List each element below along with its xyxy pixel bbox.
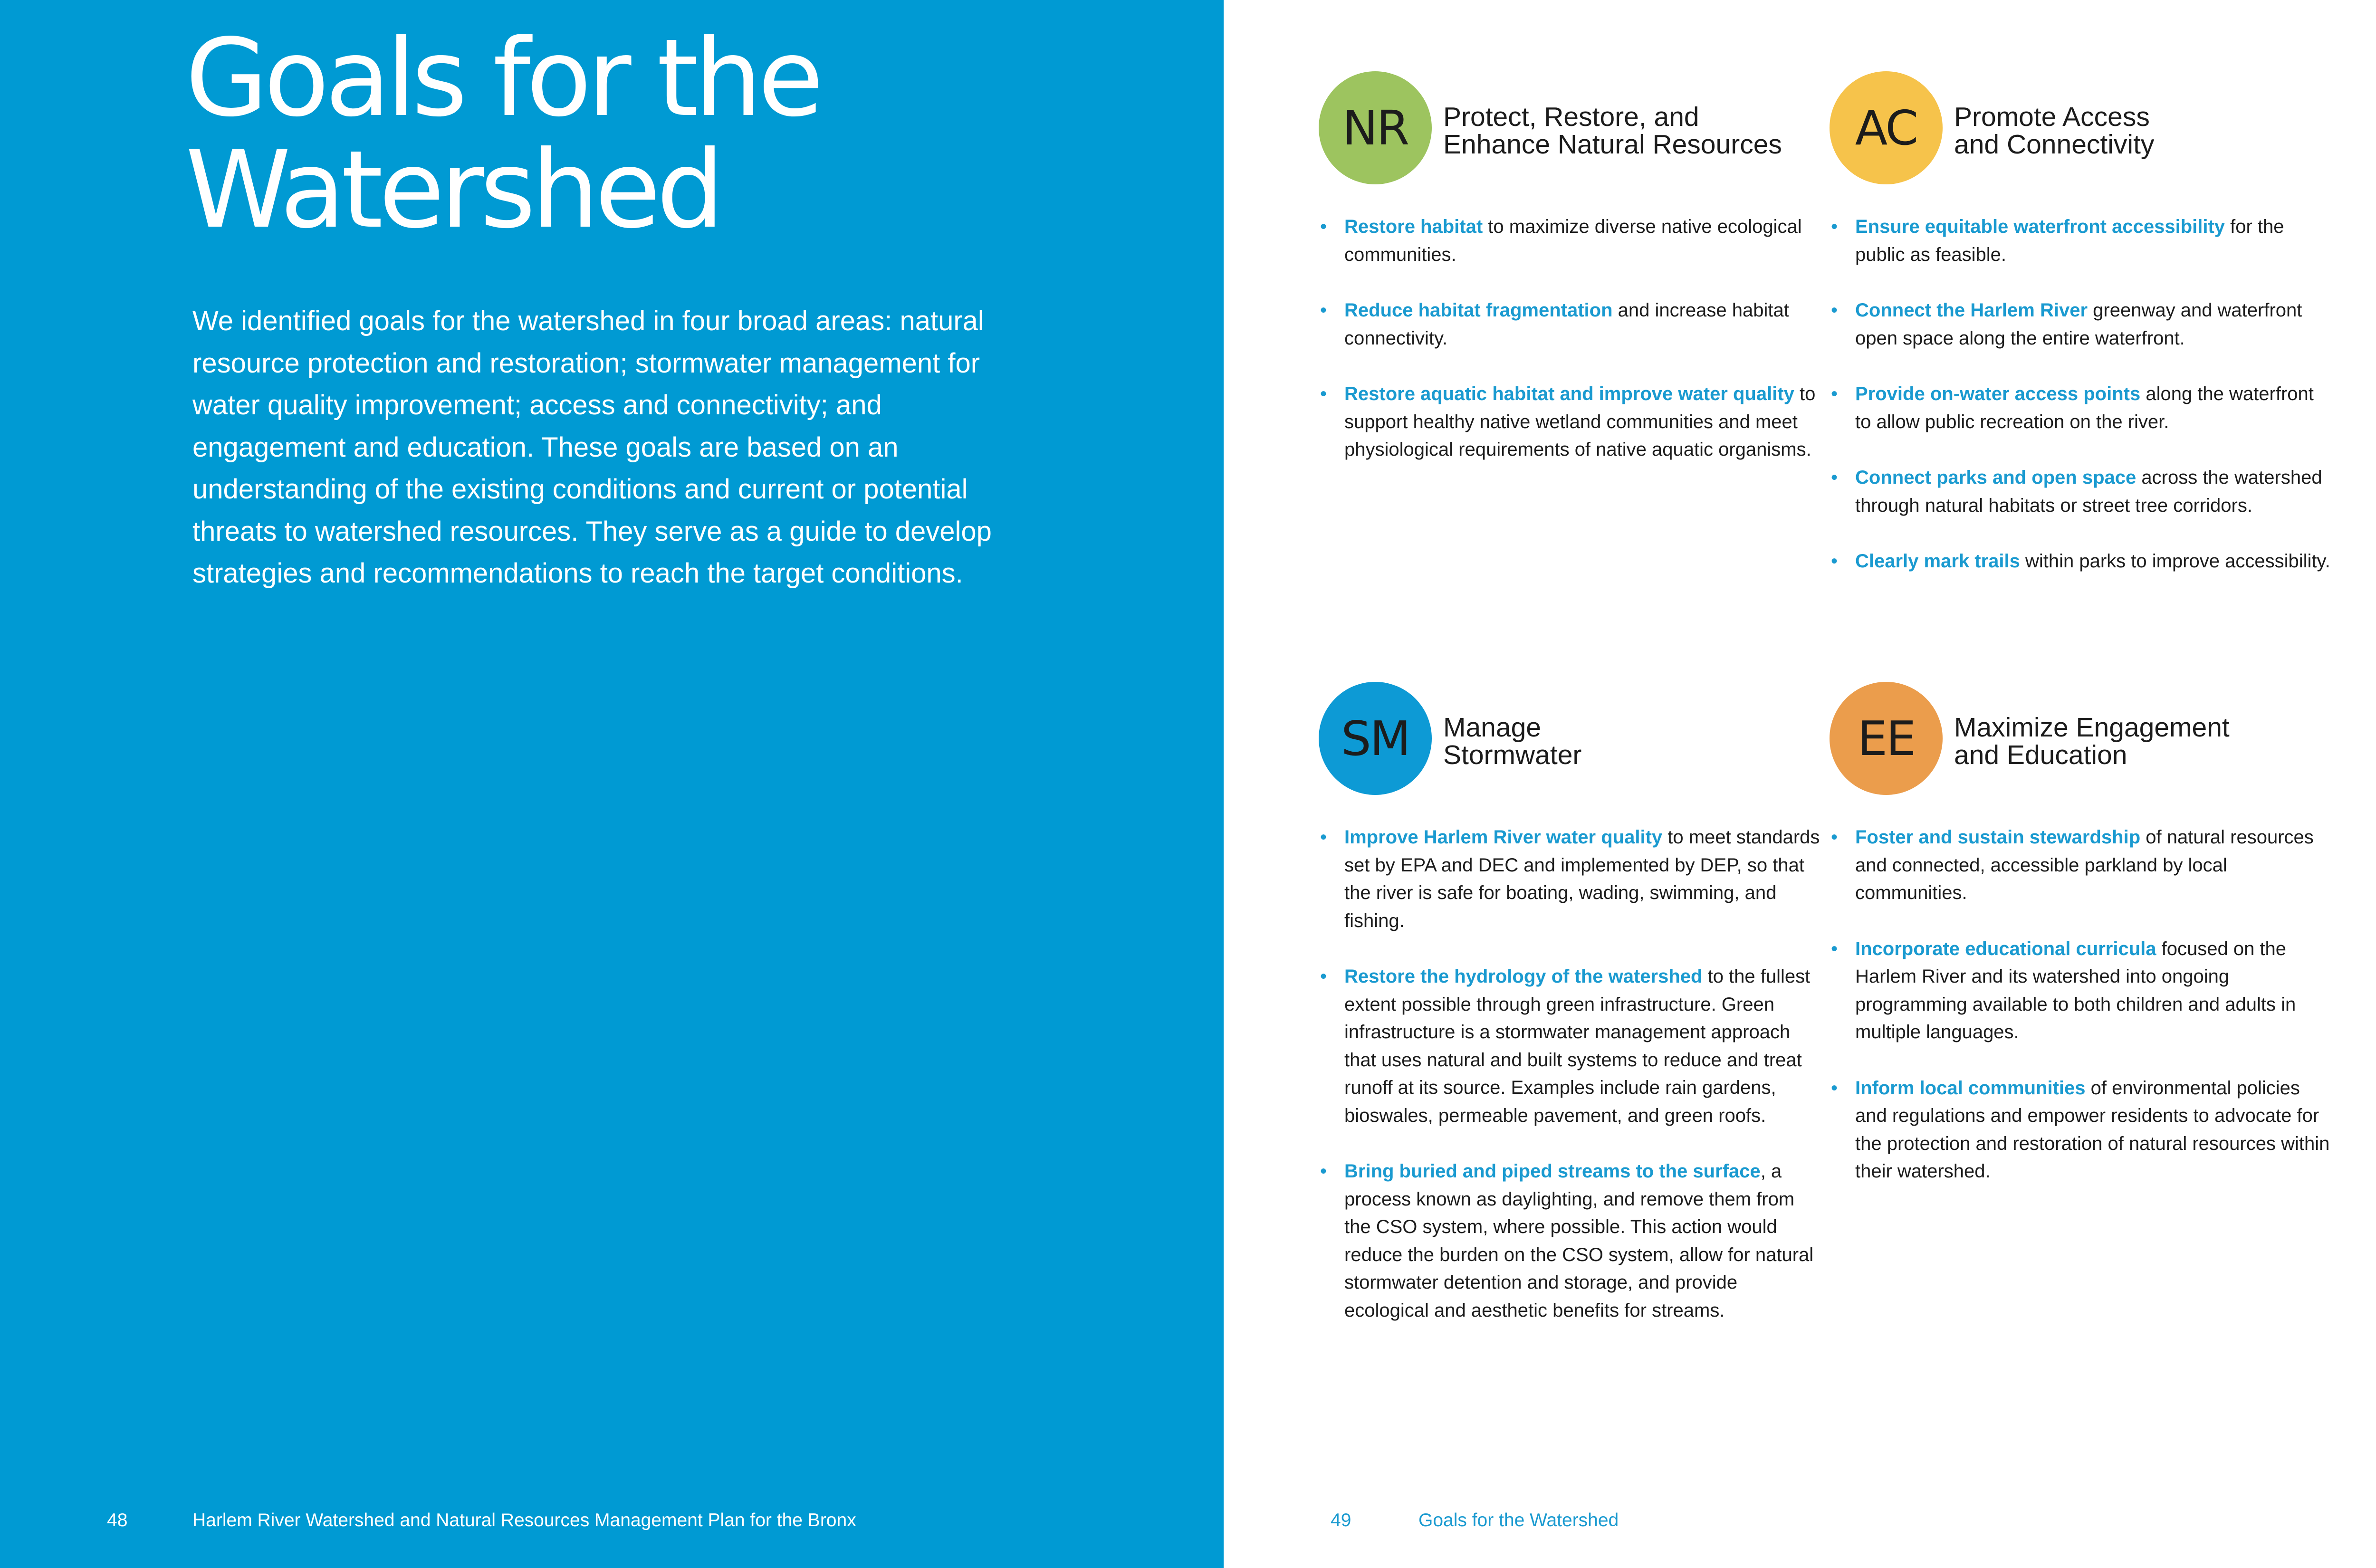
page-title: [185, 16, 1136, 252]
item-text: for the public as feasible.: [1855, 216, 2284, 265]
list-item: [1319, 823, 1822, 935]
bullet-icon: •: [1831, 827, 1838, 848]
list-item: [1830, 213, 2333, 268]
item-highlight: Connect the Harlem River: [1855, 300, 2088, 321]
item-text: of natural resources and connected, accessible parkland by local communities.: [1855, 827, 2314, 903]
goal-title-line-2: Stormwater: [1443, 740, 1582, 770]
right-page-number: 49: [1331, 1510, 1351, 1530]
item-highlight: Ensure equitable waterfront accessibility: [1855, 216, 2225, 237]
goal-title-line-2: and Education: [1954, 740, 2127, 770]
list-item: [1830, 464, 2333, 519]
item-text: to meet standards set by EPA and DEC and implemented by DEP, so that the river is safe for boating, wading, swimming, and fishing.: [1344, 827, 1820, 931]
bullet-icon: •: [1831, 300, 1838, 321]
list-item: [1319, 1157, 1822, 1324]
list-item: [1319, 380, 1822, 464]
page-title-line-1: Goals for the: [185, 16, 820, 141]
list-item: [1319, 296, 1822, 352]
item-highlight: Restore aquatic habitat and improve water quality: [1344, 383, 1794, 404]
item-text: to the fullest extent possible through green infrastructure. Green infrastructure is a stormwater management approach that uses natural and built systems to reduce and treat runoff at its source. Examples include rain gardens, bioswales, permeable pavement, and green roofs.: [1344, 966, 1811, 1126]
bullet-icon: •: [1320, 827, 1327, 848]
bullet-icon: •: [1831, 938, 1838, 959]
item-text: of environmental policies and regulations and empower residents to advocate for the protection and restoration of natural resources within their watershed.: [1855, 1077, 2330, 1182]
bullet-icon: •: [1831, 383, 1838, 404]
list-item: [1319, 213, 1822, 268]
item-highlight: Provide on-water access points: [1855, 383, 2141, 404]
item-highlight: Bring buried and piped streams to the surface: [1344, 1161, 1761, 1182]
list-item: [1830, 296, 2333, 352]
bullet-icon: •: [1831, 1077, 1838, 1099]
right-page: [1224, 0, 2376, 1568]
goal-items: [1319, 823, 1822, 1352]
bullet-icon: •: [1320, 216, 1327, 237]
ee-badge: EE: [1830, 682, 1943, 795]
item-highlight: Clearly mark trails: [1855, 551, 2020, 572]
item-text: focused on the Harlem River and its watershed into ongoing programming available to both children and adults in multiple languages.: [1855, 938, 2296, 1042]
item-highlight: Restore habitat: [1344, 216, 1483, 237]
list-item: [1830, 823, 2333, 907]
item-highlight: Improve Harlem River water quality: [1344, 827, 1663, 848]
goal-title-line-1: Manage: [1443, 712, 1541, 743]
goal-title-line-1: Promote Access: [1954, 102, 2150, 132]
list-item: [1830, 935, 2333, 1046]
item-text: to maximize diverse native ecological communities.: [1344, 216, 1802, 265]
item-highlight: Foster and sustain stewardship: [1855, 827, 2141, 848]
goal-title-line-2: Enhance Natural Resources: [1443, 129, 1782, 160]
right-running-title: Goals for the Watershed: [1418, 1510, 1619, 1530]
goal-items: [1830, 823, 2333, 1214]
nr-badge: NR: [1319, 71, 1432, 184]
list-item: [1830, 1074, 2333, 1186]
item-highlight: Incorporate educational curricula: [1855, 938, 2156, 959]
goal-title: [1443, 103, 1833, 158]
goal-title-line-1: Maximize Engagement: [1954, 712, 2230, 743]
ac-badge: AC: [1830, 71, 1943, 184]
item-text: and increase habitat connectivity.: [1344, 300, 1789, 349]
item-text: along the waterfront to allow public recreation on the river.: [1855, 383, 2314, 432]
item-text: greenway and waterfront open space along the entire waterfront.: [1855, 300, 2302, 349]
goal-title: [1443, 714, 1833, 769]
intro-paragraph: We identified goals for the watershed in four broad areas: natural resource protection and restoration; stormwater management for water quality improvement; access and connectivity; and engagement and education. These goals are based on an understanding of the existing conditions and current or potential threats to watershed resources. They serve as a guide to develop strategies and recommendations to reach the target conditions.: [192, 306, 992, 589]
left-running-title: Harlem River Watershed and Natural Resources Management Plan for the Bronx: [192, 1510, 856, 1530]
item-text: to support healthy native wetland communities and meet physiological requirements of native aquatic organisms.: [1344, 383, 1816, 460]
goal-title-line-1: Protect, Restore, and: [1443, 102, 1699, 132]
goal-title-line-2: and Connectivity: [1954, 129, 2155, 160]
sm-badge: SM: [1319, 682, 1432, 795]
goal-title: [1954, 103, 2344, 158]
left-page-number: 48: [107, 1510, 128, 1530]
item-text: across the watershed through natural habitats or street tree corridors.: [1855, 467, 2322, 516]
item-highlight: Reduce habitat fragmentation: [1344, 300, 1613, 321]
list-item: [1830, 380, 2333, 436]
page-title-line-2: Watershed: [185, 128, 720, 252]
goal-items: [1830, 213, 2333, 603]
goal-items: [1319, 213, 1822, 492]
bullet-icon: •: [1831, 216, 1838, 237]
item-text: , a process known as daylighting, and remove them from the CSO system, where possible. This action would reduce the burden on the CSO system, allow for natural stormwater detention and storage, and provide ecological and aesthetic benefits for streams.: [1344, 1161, 1814, 1321]
bullet-icon: •: [1320, 383, 1327, 404]
item-highlight: Connect parks and open space: [1855, 467, 2136, 488]
item-highlight: Inform local communities: [1855, 1077, 2086, 1099]
bullet-icon: •: [1831, 467, 1838, 488]
list-item: [1830, 547, 2333, 575]
bullet-icon: •: [1831, 551, 1838, 572]
bullet-icon: •: [1320, 300, 1327, 321]
goal-title: [1954, 714, 2344, 769]
bullet-icon: •: [1320, 1161, 1327, 1182]
item-highlight: Restore the hydrology of the watershed: [1344, 966, 1703, 987]
list-item: [1319, 963, 1822, 1129]
bullet-icon: •: [1320, 966, 1327, 987]
item-text: within parks to improve accessibility.: [2020, 551, 2330, 572]
